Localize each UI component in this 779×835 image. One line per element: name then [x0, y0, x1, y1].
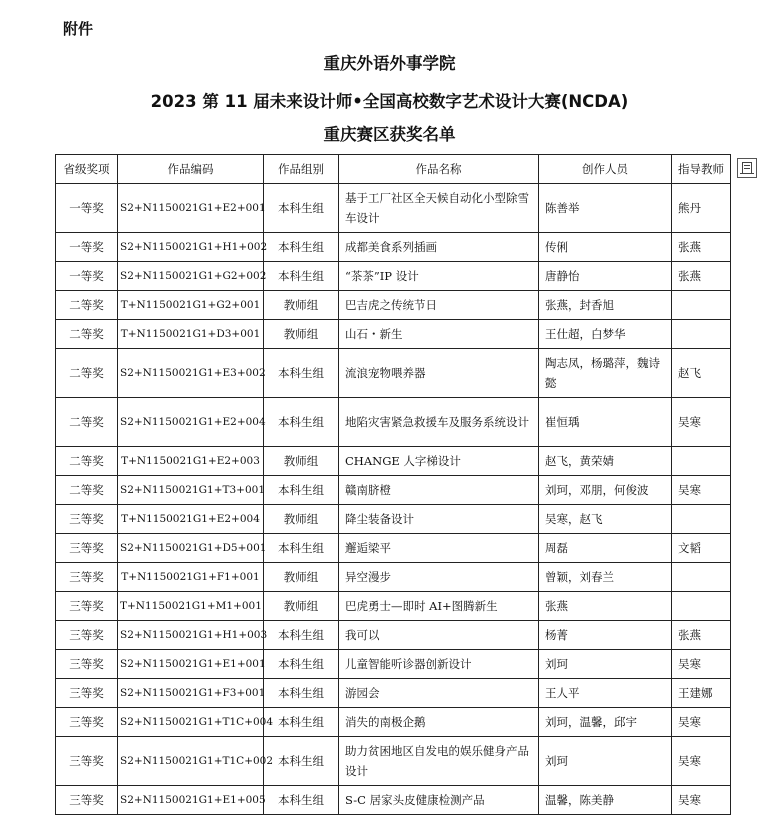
group-cell: 本科生组 — [264, 708, 339, 737]
header-code: 作品编码 — [118, 155, 264, 184]
table-row — [56, 233, 731, 262]
group-cell: 教师组 — [264, 592, 339, 621]
work-name-cell: CHANGE 人字梯设计 — [339, 447, 539, 476]
work-name-cell: 我可以 — [339, 621, 539, 650]
table-row — [56, 262, 731, 291]
code-cell: S2+N1150021G1+E1+005 — [118, 786, 264, 815]
award-cell: 二等奖 — [56, 349, 118, 398]
table-tool-icon[interactable] — [737, 158, 757, 178]
table-row — [56, 563, 731, 592]
code-cell: S2+N1150021G1+E2+004 — [118, 398, 264, 447]
group-cell: 本科生组 — [264, 737, 339, 786]
table-row — [56, 349, 731, 398]
advisor-cell: 文韬 — [672, 534, 731, 563]
creators-cell: 赵飞，黄荣婧 — [539, 447, 672, 476]
school-title: 重庆外语外事学院 — [323, 54, 456, 73]
award-cell: 三等奖 — [56, 534, 118, 563]
creators-cell: 曾颖，刘春兰 — [539, 563, 672, 592]
table-row — [56, 650, 731, 679]
work-name-cell: 巴虎勇士—即时 AI+图腾新生 — [339, 592, 539, 621]
work-name-cell: 消失的南极企鹅 — [339, 708, 539, 737]
creators-cell: 温馨，陈美静 — [539, 786, 672, 815]
advisor-cell: 吴寒 — [672, 650, 731, 679]
advisor-cell: 张燕 — [672, 262, 731, 291]
work-name-cell: 异空漫步 — [339, 563, 539, 592]
group-cell: 本科生组 — [264, 786, 339, 815]
code-cell: T+N1150021G1+F1+001 — [118, 563, 264, 592]
table-row — [56, 621, 731, 650]
work-name-cell: 基于工厂社区全天候自动化小型除雪车设计 — [339, 184, 539, 233]
advisor-cell: 吴寒 — [672, 708, 731, 737]
award-cell: 三等奖 — [56, 505, 118, 534]
work-name-cell: 山石・新生 — [339, 320, 539, 349]
creators-cell: 杨菁 — [539, 621, 672, 650]
creators-cell: 刘珂 — [539, 650, 672, 679]
table-row — [56, 505, 731, 534]
code-cell: T+N1150021G1+E2+004 — [118, 505, 264, 534]
group-cell: 教师组 — [264, 563, 339, 592]
creators-cell: 张燕 — [539, 592, 672, 621]
award-table — [55, 154, 731, 815]
table-row — [56, 786, 731, 815]
award-cell: 三等奖 — [56, 592, 118, 621]
code-cell: S2+N1150021G1+H1+002 — [118, 233, 264, 262]
advisor-cell — [672, 320, 731, 349]
header-award: 省级奖项 — [56, 155, 118, 184]
advisor-cell: 熊丹 — [672, 184, 731, 233]
work-name-cell: 儿童智能听诊器创新设计 — [339, 650, 539, 679]
table-row — [56, 737, 731, 786]
table-header-row — [56, 155, 731, 184]
header-name: 作品名称 — [339, 155, 539, 184]
code-cell: S2+N1150021G1+F3+001 — [118, 679, 264, 708]
award-cell: 二等奖 — [56, 447, 118, 476]
header-advisor: 指导教师 — [672, 155, 731, 184]
advisor-cell — [672, 563, 731, 592]
code-cell: T+N1150021G1+G2+001 — [118, 291, 264, 320]
code-cell: T+N1150021G1+E2+003 — [118, 447, 264, 476]
award-cell: 一等奖 — [56, 233, 118, 262]
work-name-cell: 降尘装备设计 — [339, 505, 539, 534]
group-cell: 本科生组 — [264, 650, 339, 679]
table-row — [56, 184, 731, 233]
work-name-cell: S-C 居家头皮健康检测产品 — [339, 786, 539, 815]
creators-cell: 吴寒，赵飞 — [539, 505, 672, 534]
work-name-cell: 赣南脐橙 — [339, 476, 539, 505]
group-cell: 本科生组 — [264, 476, 339, 505]
table-row — [56, 320, 731, 349]
award-cell: 二等奖 — [56, 476, 118, 505]
work-name-cell: 地陷灾害紧急救援车及服务系统设计 — [339, 398, 539, 447]
group-cell: 本科生组 — [264, 621, 339, 650]
group-cell: 教师组 — [264, 291, 339, 320]
table-row — [56, 398, 731, 447]
code-cell: S2+N1150021G1+E3+002 — [118, 349, 264, 398]
table-row — [56, 534, 731, 563]
header-creators: 创作人员 — [539, 155, 672, 184]
advisor-cell — [672, 291, 731, 320]
work-name-cell: 游园会 — [339, 679, 539, 708]
advisor-cell: 张燕 — [672, 621, 731, 650]
award-cell: 一等奖 — [56, 184, 118, 233]
creators-cell: 刘珂，邓朋，何俊波 — [539, 476, 672, 505]
code-cell: S2+N1150021G1+E1+001 — [118, 650, 264, 679]
creators-cell: 崔恒瑀 — [539, 398, 672, 447]
creators-cell: 张燕，封香旭 — [539, 291, 672, 320]
work-name-cell: “茶茶”IP 设计 — [339, 262, 539, 291]
competition-title: 2023 第 11 届未来设计师•全国高校数字艺术设计大赛(NCDA) — [150, 92, 629, 111]
table-row — [56, 708, 731, 737]
group-cell: 本科生组 — [264, 398, 339, 447]
award-cell: 三等奖 — [56, 786, 118, 815]
group-cell: 本科生组 — [264, 233, 339, 262]
code-cell: S2+N1150021G1+H1+003 — [118, 621, 264, 650]
work-name-cell: 助力贫困地区自发电的娱乐健身产品设计 — [339, 737, 539, 786]
award-cell: 二等奖 — [56, 320, 118, 349]
creators-cell: 陈善举 — [539, 184, 672, 233]
award-cell: 三等奖 — [56, 621, 118, 650]
group-cell: 本科生组 — [264, 349, 339, 398]
advisor-cell — [672, 592, 731, 621]
award-cell: 三等奖 — [56, 708, 118, 737]
header-group: 作品组别 — [264, 155, 339, 184]
table-row — [56, 592, 731, 621]
list-title: 重庆赛区获奖名单 — [323, 125, 456, 144]
advisor-cell: 吴寒 — [672, 476, 731, 505]
work-name-cell: 成都美食系列插画 — [339, 233, 539, 262]
creators-cell: 王人平 — [539, 679, 672, 708]
code-cell: S2+N1150021G1+E2+001 — [118, 184, 264, 233]
creators-cell: 陶志凤，杨璐萍，魏诗懿 — [539, 349, 672, 398]
code-cell: S2+N1150021G1+T3+001 — [118, 476, 264, 505]
award-cell: 三等奖 — [56, 679, 118, 708]
award-cell: 二等奖 — [56, 398, 118, 447]
group-cell: 教师组 — [264, 447, 339, 476]
advisor-cell: 吴寒 — [672, 786, 731, 815]
code-cell: S2+N1150021G1+T1C+002 — [118, 737, 264, 786]
advisor-cell: 吴寒 — [672, 398, 731, 447]
table-row — [56, 447, 731, 476]
code-cell: T+N1150021G1+D3+001 — [118, 320, 264, 349]
award-cell: 三等奖 — [56, 737, 118, 786]
creators-cell: 传俐 — [539, 233, 672, 262]
advisor-cell: 吴寒 — [672, 737, 731, 786]
table-row — [56, 679, 731, 708]
creators-cell: 王仕超，白梦华 — [539, 320, 672, 349]
advisor-cell: 张燕 — [672, 233, 731, 262]
attachment-label: 附件 — [63, 20, 94, 38]
code-cell: T+N1150021G1+M1+001 — [118, 592, 264, 621]
creators-cell: 刘珂，温馨，邱宇 — [539, 708, 672, 737]
work-name-cell: 邂逅梁平 — [339, 534, 539, 563]
code-cell: S2+N1150021G1+D5+001 — [118, 534, 264, 563]
creators-cell: 刘珂 — [539, 737, 672, 786]
group-cell: 本科生组 — [264, 679, 339, 708]
table-row — [56, 291, 731, 320]
work-name-cell: 流浪宠物喂养器 — [339, 349, 539, 398]
group-cell: 教师组 — [264, 320, 339, 349]
advisor-cell — [672, 505, 731, 534]
award-cell: 一等奖 — [56, 262, 118, 291]
code-cell: S2+N1150021G1+G2+002 — [118, 262, 264, 291]
code-cell: S2+N1150021G1+T1C+004 — [118, 708, 264, 737]
group-cell: 本科生组 — [264, 262, 339, 291]
award-cell: 三等奖 — [56, 563, 118, 592]
advisor-cell: 王建娜 — [672, 679, 731, 708]
award-cell: 三等奖 — [56, 650, 118, 679]
advisor-cell: 赵飞 — [672, 349, 731, 398]
group-cell: 本科生组 — [264, 184, 339, 233]
creators-cell: 周磊 — [539, 534, 672, 563]
work-name-cell: 巴吉虎之传统节日 — [339, 291, 539, 320]
award-cell: 二等奖 — [56, 291, 118, 320]
group-cell: 本科生组 — [264, 534, 339, 563]
table-row — [56, 476, 731, 505]
creators-cell: 唐静怡 — [539, 262, 672, 291]
group-cell: 教师组 — [264, 505, 339, 534]
advisor-cell — [672, 447, 731, 476]
